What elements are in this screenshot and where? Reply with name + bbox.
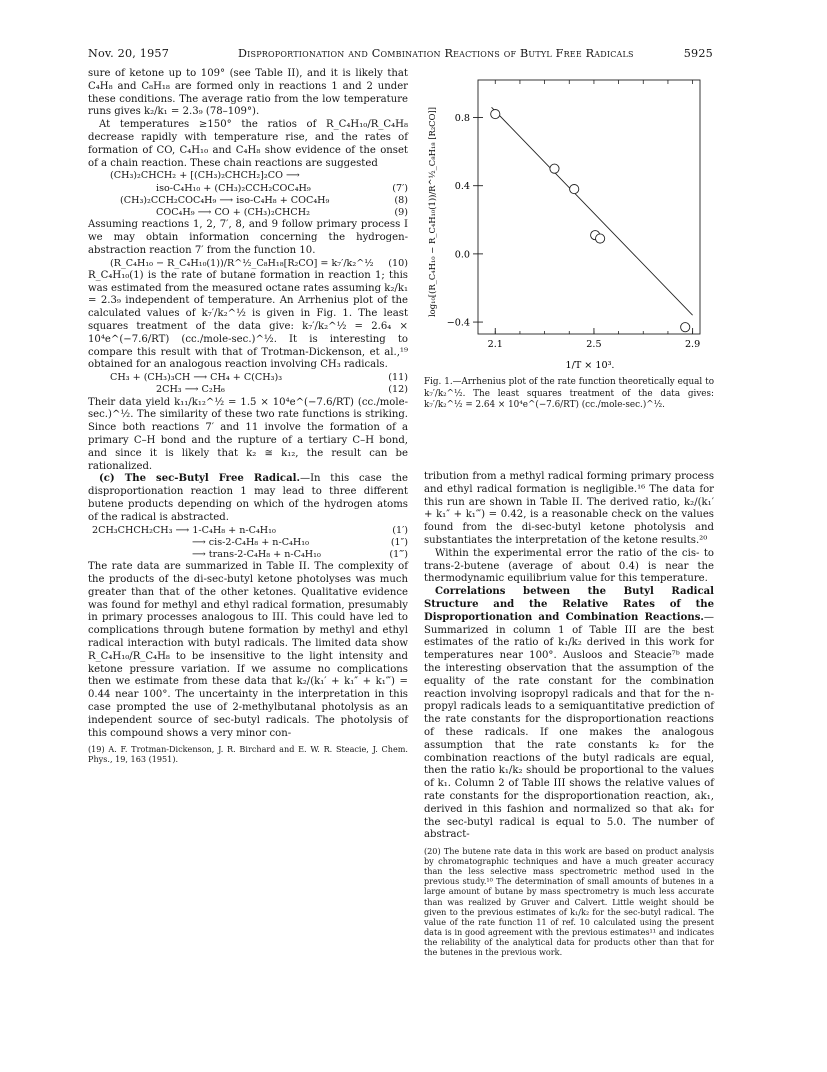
y-axis-label: log₁₀[(R_C₄H₁₀ − R_C₄H₁₀(1))/R^½_C₈H₁₈ [R₂CO]] [427,107,437,317]
data-point [681,323,690,332]
plot-frame [478,80,700,334]
y-tick-label: 0.8 [454,113,470,125]
figure-1 [420,72,720,372]
equation-11: CH₃ + (CH₃)₃CH ⟶ CH₄ + C(CH₃)₃ (11) [110,372,408,384]
section-heading: (c) The sec-Butyl Free Radical. [99,473,300,485]
footnote-20: (20) The butene rate data in this work are based on product analysis by chromatographic techniques and have a much greater accuracy than the less selective mass spectrometric method used in the previous study.¹⁰ The determination of small amounts of butenes in a large amount of butane by mass spectrometry is much less accurate than was realized by Gruver and Calvert. Little weight should be given to the previous estimates of k₁/k₂ for the sec-butyl radical. The value of the rate function 11 of ref. 10 calculated using the present data is in good agreement with the previous estimates¹¹ and indicates the reliability of the analytical data for products other than that for the butenes in the previous work. [424,846,714,958]
section-paragraph: (c) The sec-Butyl Free Radical.—In this case the disproportionation reaction 1 may lead to three different butene products depending on which of the hydrogen atoms of the radical is abstracted. [88,473,409,523]
y-tick-label: −0.4 [446,317,470,329]
paragraph: Assuming reactions 1, 2, 7′, 8, and 9 follow primary process I we may obtain information concerning the hydrogen-abstraction reaction 7′ from the function 10. [88,219,408,256]
arrhenius-plot [420,72,720,372]
left-column [88,68,408,764]
x-tick-label: 2.5 [586,339,602,350]
data-point [491,109,500,118]
y-tick-label: 0.0 [454,249,470,261]
paragraph: The rate data are summarized in Table II. The complexity of the products of the di-sec-butyl ketone photolyses was much greater than that of the other ketones. Qualitative evidence was found for methyl and ethyl radical formation, presumably in primary processes analogous to III. This could have led to complications through butene formation by methyl and ethyl radical interaction with butyl radicals. The limited data show R_C₄H₁₀/R_C₄H₈ to be insensitive to the light intensity and ketone pressure variation. If we assume no complications then we estimate from these data that k₂/(k₁′ + k₁″ + k₁‴) = 0.44 near 100°. The uncertainty in the interpretation in this case prompted the use of 2-methylbutanal photolysis as an independent source of sec-butyl radicals. The photolysis of this compound shows a very minor con- [88,561,408,739]
section-heading: Correlations between the Butyl Radical Structure and the Relative Rates of the Disproportionation and Combination Reactions. [424,586,714,623]
data-point [550,164,559,173]
page-header [88,47,713,63]
x-tick-label: 2.9 [684,339,701,350]
journal-date: Nov. 20, 1957 [88,47,170,60]
section-paragraph: Correlations between the Butyl Radical Structure and the Relative Rates of the Disproportionation and Combination Reactions.—Summarized in column 1 of Table III are the best estimates of the ratio of k₁/k₂ derived in this work for temperatures near 100°. Ausloos and Steacie⁷ᵇ made the interesting observation that the assumption of the equality of the rate constant for the combination reaction involving isopropyl radicals and that for the n-propyl radicals leads to a semiquantitative prediction of the rate constants for the disproportionation reactions of these radicals. If one makes the analogous assumption that the rate constants k₂ for the combination reactions of the butyl radicals are equal, then the ratio k₁/k₂ should be proportional to the values of k₁. Column 2 of Table III shows the relative values of rate constants for the disproportionation reaction, ak₁, derived in this fashion and normalized so that ak₁ for the sec-butyl radical is equal to 5.0. The number of abstract- [424,586,714,841]
paragraph: Their data yield k₁₁/k₁₂^½ = 1.5 × 10⁴e^(−7.6/RT) (cc./mole-sec.)^½. The similarity of these two rate functions is striking. Since both reactions 7′ and 11 involve the formation of a primary C–H bond and the rupture of a tertiary C–H bond, and since it is likely that k₂ ≅ k₁₂, the result can be rationalized. [88,396,408,472]
data-point [596,234,605,243]
paragraph: sure of ketone up to 109° (see Table II), and it is likely that C₄H₈ and C₈H₁₈ are formed only in reactions 1 and 2 under these conditions. The average ratio from the low temperature runs gives k₂/k₁ = 2.3₉ (78–109°). [88,68,408,118]
fit-line [492,107,693,315]
right-column [424,471,714,957]
footnote-19: (19) A. F. Trotman-Dickenson, J. R. Birchard and E. W. R. Steacie, J. Chem. Phys., 19, 163 (1951). [88,744,408,765]
paragraph: Within the experimental error the ratio of the cis- to trans-2-butene (average of about 0.4) is near the thermodynamic equilibrium value for this temperature. [424,547,714,585]
equation-1-prime: 2CH₃CHCH₂CH₃ ⟶ 1-C₄H₈ + n-C₄H₁₀ (1′) [92,524,408,536]
x-tick-label: 2.1 [487,339,503,350]
y-tick-label: 0.4 [454,181,470,193]
figure-caption: Fig. 1.—Arrhenius plot of the rate function theoretically equal to k₇′/k₂^½. The least squares treatment of the data gives: k₇′/k₂^½ = 2.64 × 10⁴e^(−7.6/RT) (cc./mole-sec.)^½. [424,377,714,411]
paragraph: R_C₄H₁₀(1) is the rate of butane formation in reaction 1; this was estimated from the measured octane rates assuming k₂/k₁ = 2.3₉ independent of temperature. An Arrhenius plot of the calculated values of k₇′/k₂^½ is given in Fig. 1. The least squares treatment of the data give: k₇′/k₂^½ = 2.6₄ × 10⁴e^(−7.6/RT) (cc./mole-sec.)^½. It is interesting to compare this result with that of Trotman-Dickenson, et al.,¹⁹ obtained for an analogous reaction involving CH₃ radicals. [88,269,408,371]
data-point [570,185,579,194]
equation-1-double-prime: ⟶ cis-2-C₄H₈ + n-C₄H₁₀ (1″) [192,536,408,548]
equation-7-line1: (CH₃)₂CHCH₂ + [(CH₃)₂CHCH₂]₂CO ⟶ [110,170,300,182]
equation-1-triple-prime: ⟶ trans-2-C₄H₈ + n-C₄H₁₀ (1‴) [192,548,408,560]
page-number: 5925 [683,47,713,60]
equation-7-line2: iso-C₄H₁₀ + (CH₃)₂CCH₂COC₄H₉ (7′) [156,182,408,194]
equation-8: (CH₃)₂CCH₂COC₄H₉ ⟶ iso-C₄H₈ + COC₄H₉ (8) [120,194,408,206]
equation-9: COC₄H₉ ⟶ CO + (CH₃)₂CHCH₂ (9) [156,206,408,218]
equation-10: (R_C₄H₁₀ − R_C₄H₁₀(1))/R^½_C₈H₁₈[R₂CO] = k₇′/k₂^½ (10) [110,257,408,269]
equation-12: 2CH₃ ⟶ C₂H₆ (12) [156,384,408,396]
x-axis-label: 1/T × 10³. [565,360,615,371]
running-title: Disproportionation and Combination Reactions of Butyl Free Radicals [238,47,634,60]
paragraph: At temperatures ≥150° the ratios of R_C₄H₁₀/R_C₄H₈ decrease rapidly with temperature rise, and the rates of formation of CO, C₄H₁₀ and C₄H₈ show evidence of the onset of a chain reaction. These chain reactions are suggested [88,119,408,169]
paragraph: tribution from a methyl radical forming primary process and ethyl radical formation is negligible.¹⁶ The data for this run are shown in Table II. The derived ratio, k₂/(k₁′ + k₁″ + k₁‴) = 0.42, is a reasonable check on the values found from the di-sec-butyl ketone photolysis and substantiates the interpretation of the ketone results.²⁰ [424,471,714,546]
